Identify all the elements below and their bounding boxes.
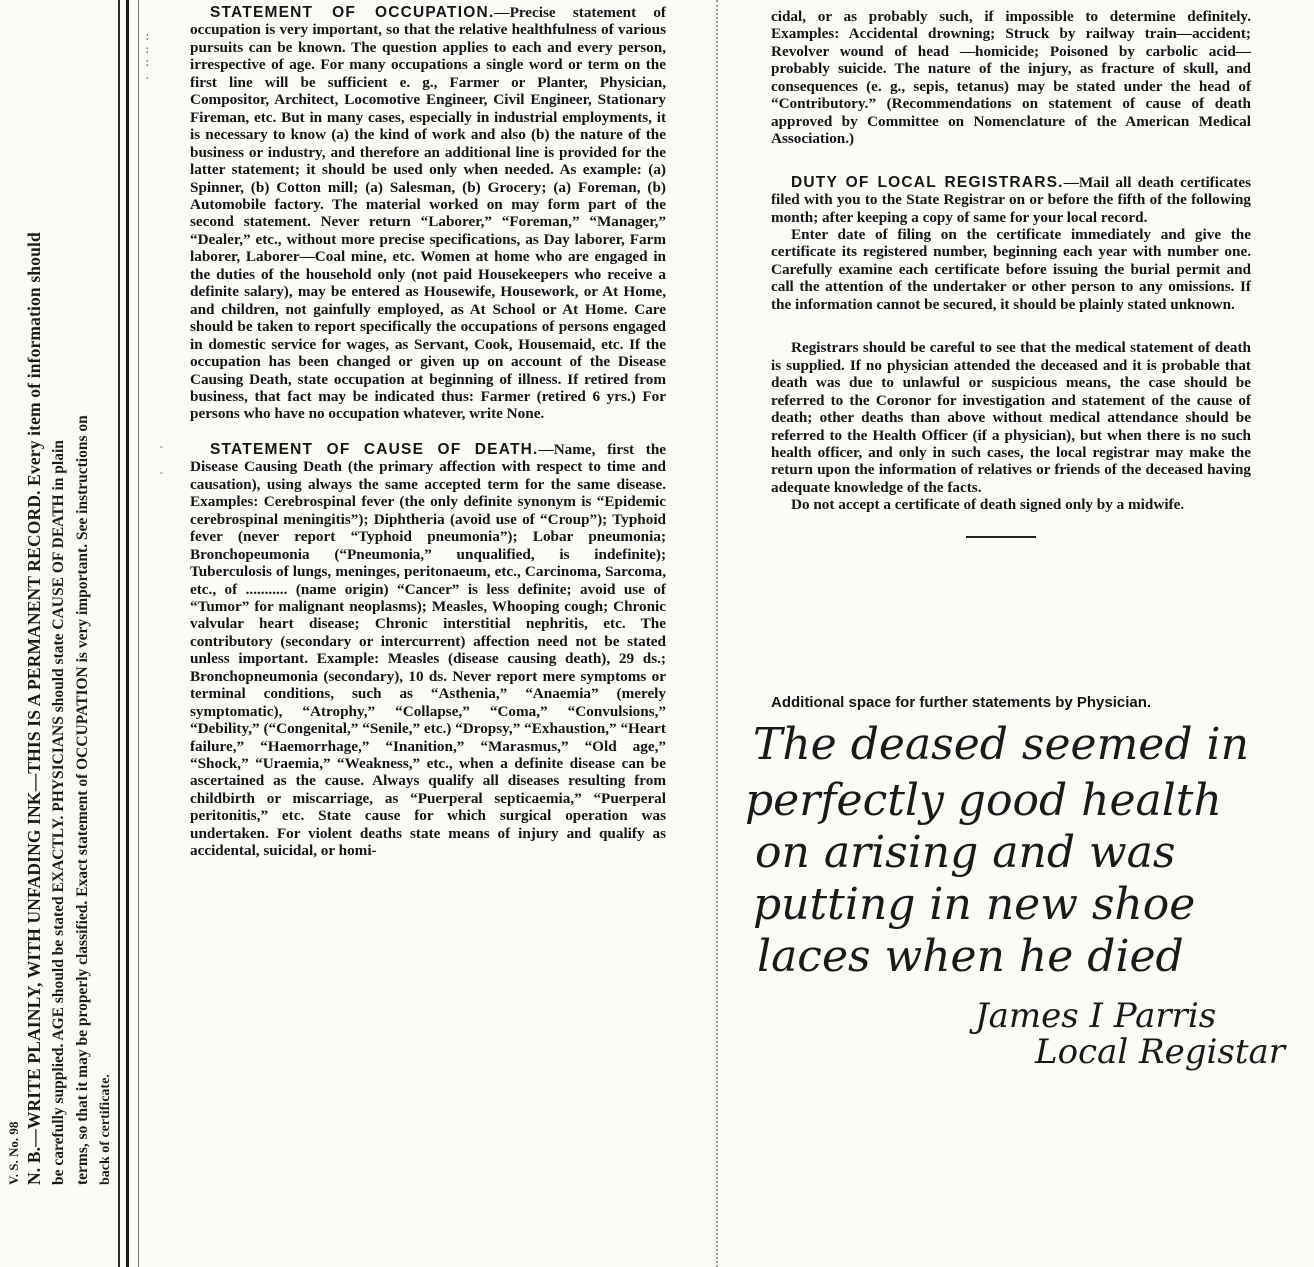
page-fold-line — [716, 0, 718, 1267]
handwritten-line: laces when he died — [757, 931, 1184, 982]
registrars-p1: —Mail all death certificates filed with you to the State Registrar on or before the fifth of the following month; after keeping a copy of same for your local record. — [771, 173, 1251, 226]
notice-line-3: terms, so that it may be properly classified. Exact statement of OCCUPATION is very important. See instructions on — [74, 415, 91, 1185]
registrars-p3: Registrars should be careful to see that the medical statement of death is supplied. If no physician attended the deceased and it is probable that death was due to unlawful or suspicious means, the case should be referred to the Coronor for investigation and statement of the cause of death; other deaths than above without medical attendance should be referred to the Health Officer (if a physician), but when there is no such health officer, and only in such cases, the local registrar may make the return upon the information of relatives or friends of the deceased having adequate knowledge of the facts. — [771, 339, 1251, 496]
handwritten-line: perfectly good health — [745, 775, 1222, 826]
handwritten-line: The deased seemed in — [753, 719, 1249, 770]
right-column — [771, 8, 1251, 538]
occupation-body: —Precise statement of occupation is very important, so that the relative healthfulness of various pursuits can be known. The question applies to each and every person, irrespective of age. For many occupations a single word or term on the first line will be sufficient e. g., Farmer or Planter, Physician, Compositor, Architect, Locomotive Engineer, Civil Engineer, Stationary Fireman, etc. But in many cases, especially in industrial employments, it is necessary to know (a) the kind of work and also (b) the nature of the business or industry, and therefore an additional line is provided for the latter statement; it should be used only when needed. As example: (a) Spinner, (b) Cotton mill; (a) Salesman, (b) Grocery; (a) Foreman, (b) Automobile factory. The material worked on may form part of the second statement. Never return “Laborer,” “Foreman,” “Manager,” “Dealer,” etc., without more precise specifications, as Day laborer, Farm laborer, Laborer—Coal mine, etc. Women at home who are engaged in the duties of the household only (not paid Housekeepers who receive a definite salary), may be entered as Housewife, Housework, or At Home, and children, not gainfully employed, as At School or At Home. Care should be taken to report specifically the occupations of persons engaged in domestic service for wages, as Servant, Cook, Housemaid, etc. If the occupation has been changed or given up on account of the Disease Causing Death, state occupation at beginning of illness. If retired from business, that fact may be indicated thus: Farmer (retired 6 yrs.) For persons who have no occupation whatever, write None. — [190, 4, 666, 423]
registrars-heading: DUTY OF LOCAL REGISTRARS. — [791, 173, 1064, 191]
additional-space-label: Additional space for further statements by Physician. — [771, 694, 1152, 711]
occupation-section — [190, 4, 666, 423]
form-number: V. S. No. 98 — [6, 1121, 21, 1185]
margin-rule — [118, 0, 120, 1267]
margin-rule-heavy — [126, 0, 129, 1267]
cause-body: —Name, first the Disease Causing Death (the primary affection with respect to time and causation), using always the same accepted term for the same disease. Examples: Cerebrospinal fever (the only definite synonym is “Epidemic cerebrospinal meningitis”); Diphtheria (avoid use of “Croup”); Typhoid fever (never report “Typhoid pneumonia”); Lobar pneumonia; Bronchopeumonia (“Pneumonia,” unqualified, is indefinite); Tuberculosis of lungs, meninges, peritonaeum, etc., Carcinoma, Sarcoma, etc., of ........... (name origin) “Cancer” is less definite; avoid use of “Tumor” for malignant neoplasms); Measles, Whooping cough; Chronic valvular heart disease; Chronic interstitial nephritis, etc. The contributory (secondary or intercurrent) affection need not be stated unless important. Example: Measles (disease causing death), 29 ds.; Bronchopneumonia (secondary), 10 ds. Never report mere symptoms or terminal conditions, such as “Asthenia,” “Anaemia” (merely symptomatic), “Atrophy,” “Collapse,” “Coma,” “Convulsions,” “Debility,” (“Congenital,” “Senile,” etc.) “Dropsy,” “Exhaustion,” “Heart failure,” “Haemorrhage,” “Inanition,” “Marasmus,” “Old age,” “Shock,” “Uraemia,” “Weakness,” etc., when a definite disease can be ascertained as the cause. Always qualify all diseases resulting from childbirth or miscarriage, as “Puerperal septicaemia,” “Puerperal peritonitis,” etc. State cause for which surgical operation was undertaken. For violent deaths state means of injury and qualify as accidental, suicidal, or homi- — [190, 440, 667, 860]
cause-continued: cidal, or as probably such, if impossible to determine definitely. Examples: Accidental drowning; Struck by railway train—accident; Revolver wound of head —homicide; Poisoned by carbolic acid—probably suicide. The nature of the injury, as fracture of skull, and consequences (e. g., sepis, tetanus) may be stated under the head of “Contributory.” (Recommendations on statement of cause of death approved by Committee on Nomenclature of the American Medical Association.) — [771, 8, 1251, 148]
handwritten-statement — [735, 715, 1295, 1085]
notice-line-2: be carefully supplied. AGE should be stated EXACTLY. PHYSICIANS should state CAUSE OF DEATH in plain — [50, 440, 67, 1185]
handwritten-line: on arising and was — [755, 827, 1176, 878]
notice-line-4: back of certificate. — [98, 1074, 113, 1185]
margin-rule-thin — [138, 0, 139, 1267]
signature-title: Local Registar — [1035, 1032, 1286, 1072]
signature-name: James I Parris — [975, 996, 1217, 1036]
left-column — [190, 4, 666, 860]
cause-heading: STATEMENT OF CAUSE OF DEATH. — [210, 440, 539, 458]
registrars-section — [771, 174, 1251, 226]
cause-section — [190, 441, 666, 860]
handwritten-line: putting in new shoe — [753, 879, 1196, 930]
registrars-p2: Enter date of filing on the certificate immediately and give the certificate its registered number, beginning each year with number one. Carefully examine each certificate before issuing the burial permit and call the attention of the undertaker or other person to any omissions. If the information cannot be secured, it should be plainly stated unknown. — [771, 225, 1251, 313]
scan-speckle: - - — [158, 440, 165, 479]
registrars-p4: Do not accept a certificate of death signed only by a midwife. — [791, 496, 1185, 514]
notice-line-1: N. B.—WRITE PLAINLY, WITH UNFADING INK—THIS IS A PERMANENT RECORD. Every item of information should — [24, 232, 44, 1185]
occupation-heading: STATEMENT OF OCCUPATION. — [210, 4, 495, 21]
side-notice — [0, 0, 118, 1267]
section-divider — [966, 536, 1036, 538]
scan-speckle: : : : . — [144, 30, 151, 82]
